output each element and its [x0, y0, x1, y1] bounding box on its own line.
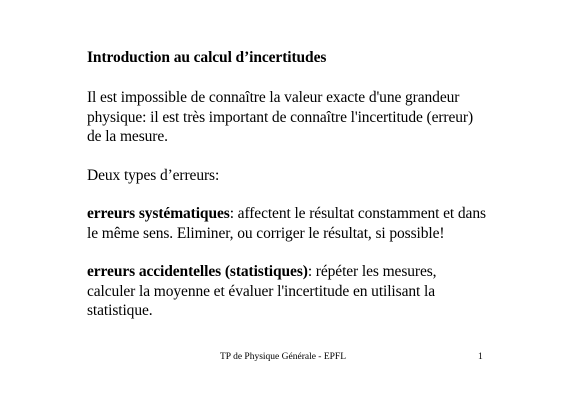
footer-course-label: TP de Physique Générale - EPFL — [219, 352, 347, 362]
intro-paragraph: Il est impossible de connaître la valeur exacte d'une grandeur physique: il est très important de connaître l'incertitude (erreur) de la mesure. — [87, 89, 474, 145]
systematic-errors-paragraph — [87, 204, 487, 243]
accidental-errors-paragraph — [87, 262, 487, 321]
systematic-errors-term: erreurs systématiques — [87, 205, 230, 222]
slide-content — [87, 48, 487, 321]
systematic-errors-text: : affectent le résultat constamment et dans le même sens. Eliminer, ou corriger le résultat, si possible! — [87, 205, 486, 242]
accidental-errors-text: : répéter les mesures, calculer la moyenne et évaluer l'incertitude en utilisant la statistique. — [87, 263, 437, 319]
page-number: 1 — [478, 352, 483, 362]
accidental-errors-term: erreurs accidentelles (statistiques) — [87, 263, 308, 280]
slide-title: Introduction au calcul d’incertitudes — [87, 49, 327, 66]
error-types-heading: Deux types d’erreurs: — [87, 166, 220, 184]
